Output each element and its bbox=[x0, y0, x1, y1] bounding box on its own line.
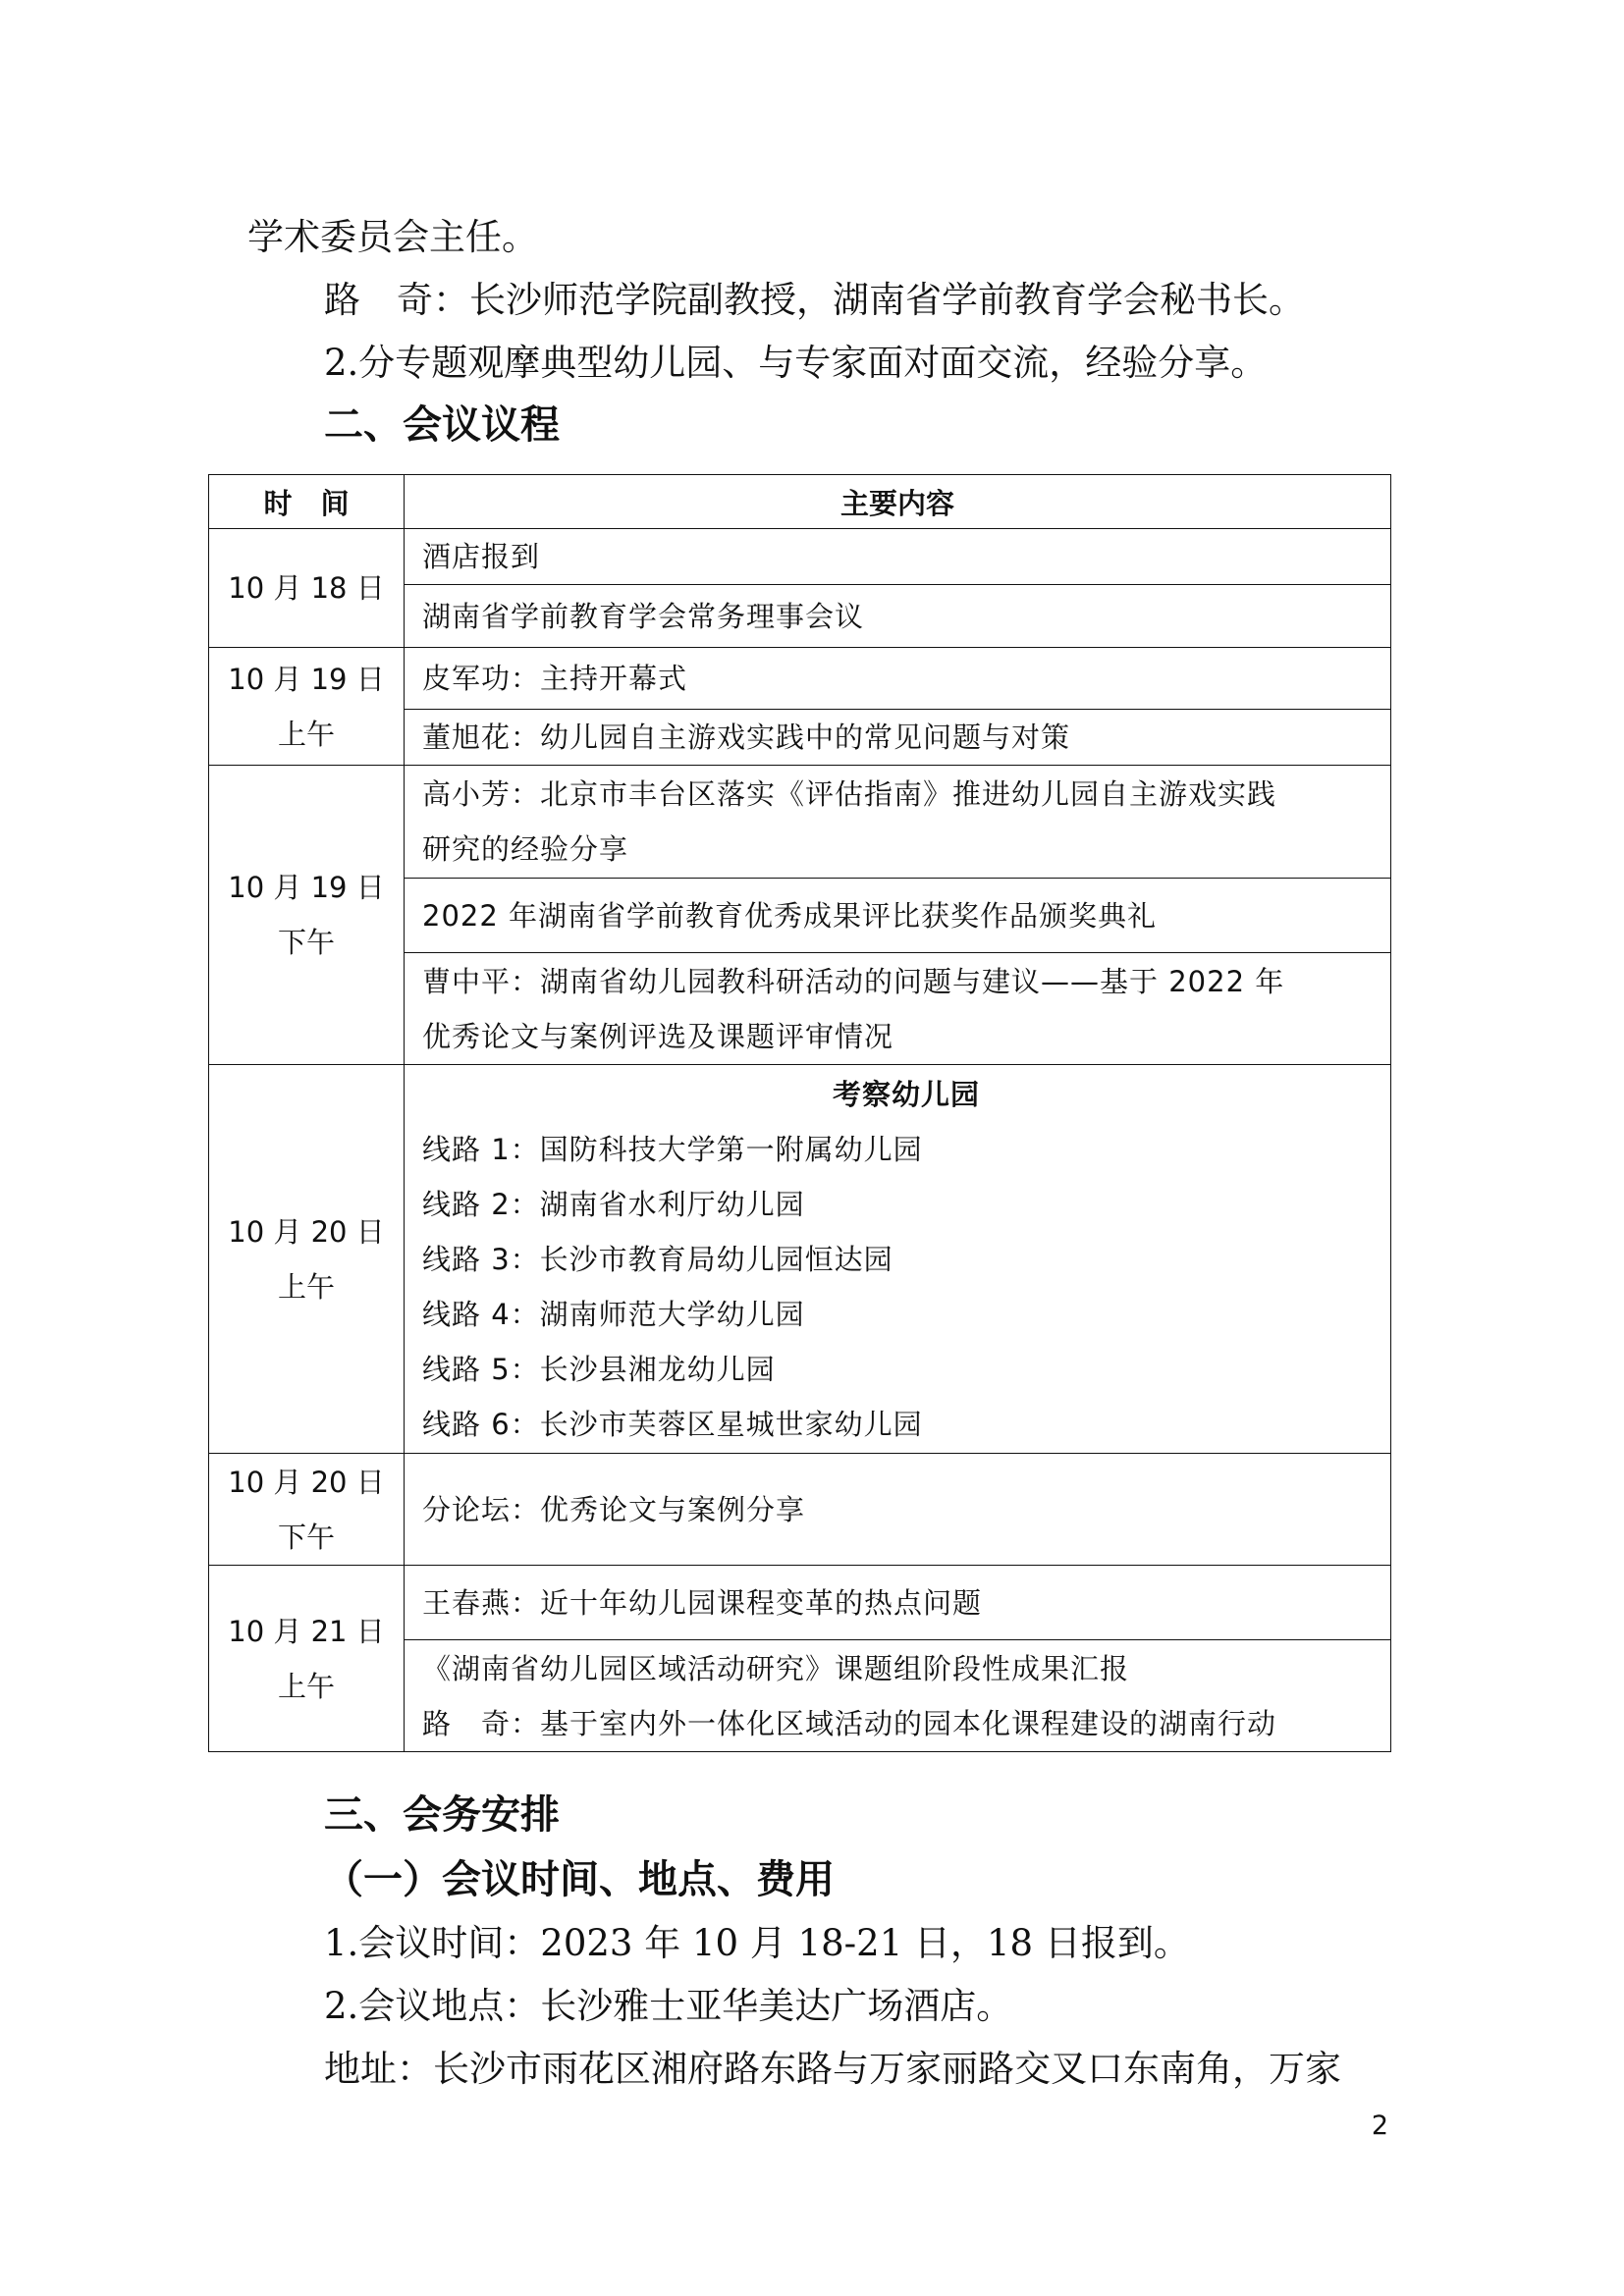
agenda-item bbox=[405, 1065, 1391, 1454]
affairs-line-3: 地址：长沙市雨花区湘府路东路与万家丽路交叉口东南角，万家 bbox=[324, 2048, 1341, 2090]
route-item: 线路 1：国防科技大学第一附属幼儿园 bbox=[422, 1132, 923, 1166]
agenda-item: 董旭花：幼儿园自主游戏实践中的常见问题与对策 bbox=[405, 710, 1391, 766]
table-row bbox=[209, 766, 1391, 879]
agenda-item: 湖南省学前教育学会常务理事会议 bbox=[405, 585, 1391, 648]
header-time: 时 间 bbox=[209, 475, 405, 529]
table-row bbox=[209, 1454, 1391, 1566]
agenda-item: 2022 年湖南省学前教育优秀成果评比获奖作品颁奖典礼 bbox=[405, 879, 1391, 953]
time-date: 10 月 19 日 bbox=[228, 871, 385, 904]
agenda-item-line: 优秀论文与案例评选及课题评审情况 bbox=[422, 1019, 894, 1053]
agenda-item bbox=[405, 953, 1391, 1065]
page-number: 2 bbox=[1371, 2110, 1388, 2141]
time-date: 10 月 19 日 bbox=[228, 662, 385, 696]
header-content: 主要内容 bbox=[405, 475, 1391, 529]
visit-heading: 考察幼儿园 bbox=[832, 1077, 980, 1111]
agenda-item: 分论坛：优秀论文与案例分享 bbox=[405, 1454, 1391, 1566]
time-cell bbox=[209, 1065, 405, 1454]
affairs-line-1: 1.会议时间：2023 年 10 月 18-21 日，18 日报到。 bbox=[324, 1922, 1190, 1964]
agenda-item-line: 研究的经验分享 bbox=[422, 832, 629, 866]
affairs-line-2: 2.会议地点：长沙雅士亚华美达广场酒店。 bbox=[324, 1985, 1013, 2027]
section-agenda-title: 二、会议议程 bbox=[324, 402, 560, 448]
agenda-item-line: 曹中平：湖南省幼儿园教科研活动的问题与建议——基于 2022 年 bbox=[422, 964, 1285, 998]
agenda-item: 王春燕：近十年幼儿园课程变革的热点问题 bbox=[405, 1566, 1391, 1640]
section-affairs-title: 三、会务安排 bbox=[324, 1792, 560, 1838]
time-cell bbox=[209, 648, 405, 766]
table-row bbox=[209, 529, 1391, 585]
time-period: 上午 bbox=[277, 1269, 335, 1304]
route-item: 线路 3：长沙市教育局幼儿园恒达园 bbox=[422, 1242, 893, 1276]
time-date: 10 月 20 日 bbox=[228, 1465, 385, 1499]
time-period: 下午 bbox=[277, 1520, 335, 1554]
agenda-table bbox=[208, 474, 1391, 1752]
table-row bbox=[209, 1065, 1391, 1454]
agenda-item: 皮军功：主持开幕式 bbox=[405, 648, 1391, 710]
agenda-item bbox=[405, 766, 1391, 879]
route-item: 线路 2：湖南省水利厅幼儿园 bbox=[422, 1187, 805, 1221]
route-item: 线路 5：长沙县湘龙幼儿园 bbox=[422, 1352, 776, 1386]
time-cell bbox=[209, 1454, 405, 1566]
time-period: 下午 bbox=[277, 926, 335, 959]
subsection-title: （一）会议时间、地点、费用 bbox=[324, 1857, 835, 1902]
table-row bbox=[209, 1566, 1391, 1640]
intro-line-3: 2.分专题观摩典型幼儿园、与专家面对面交流，经验分享。 bbox=[324, 342, 1268, 384]
route-item: 线路 4：湖南师范大学幼儿园 bbox=[422, 1297, 805, 1331]
time-period: 上午 bbox=[277, 717, 335, 751]
agenda-item: 酒店报到 bbox=[405, 529, 1391, 585]
intro-line-2: 路 奇：长沙师范学院副教授，湖南省学前教育学会秘书长。 bbox=[324, 279, 1305, 321]
time-cell bbox=[209, 1566, 405, 1752]
time-date: 10 月 20 日 bbox=[228, 1214, 385, 1249]
agenda-item-line: 《湖南省幼儿园区域活动研究》课题组阶段性成果汇报 bbox=[422, 1651, 1130, 1685]
intro-line-1: 学术委员会主任。 bbox=[247, 216, 538, 258]
agenda-header-row bbox=[209, 475, 1391, 529]
table-row bbox=[209, 648, 1391, 710]
agenda-item bbox=[405, 1640, 1391, 1752]
time-cell bbox=[209, 529, 405, 648]
time-date: 10 月 18 日 bbox=[228, 571, 385, 605]
route-item: 线路 6：长沙市芙蓉区星城世家幼儿园 bbox=[422, 1407, 923, 1441]
agenda-item-line: 路 奇：基于室内外一体化区域活动的园本化课程建设的湖南行动 bbox=[422, 1706, 1277, 1740]
time-cell bbox=[209, 766, 405, 1065]
agenda-item-line: 高小芳：北京市丰台区落实《评估指南》推进幼儿园自主游戏实践 bbox=[422, 777, 1277, 811]
time-period: 上午 bbox=[277, 1669, 335, 1703]
time-date: 10 月 21 日 bbox=[228, 1614, 385, 1648]
